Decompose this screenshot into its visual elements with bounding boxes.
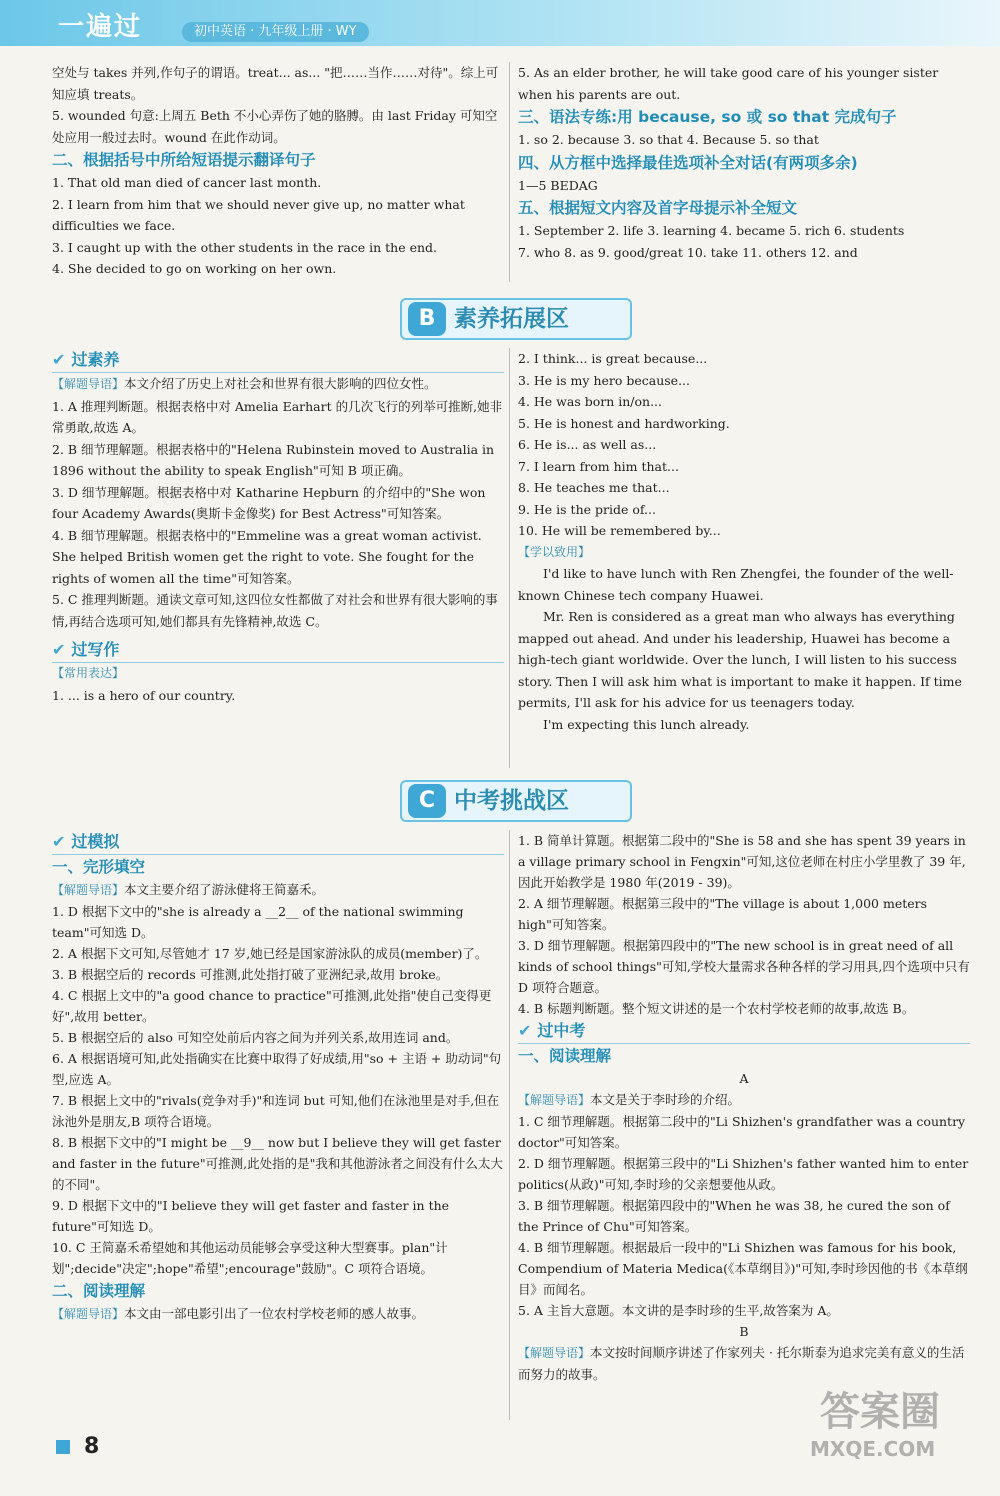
section-b-banner <box>400 298 632 340</box>
check-icon: ✔ <box>52 640 66 659</box>
section-b-badge: B <box>408 302 446 336</box>
answer-line: 1. so 2. because 3. so that 4. Because 5. so that <box>518 132 819 147</box>
answer-item: 3. D 细节理解题。根据表格中对 Katharine Hepburn 的介绍中的"She won four Academy Awards(奥斯卡金像奖) for Best Actress"可知答案。 <box>52 484 486 521</box>
answer-item: 3. D 细节理解题。根据第四段中的"The new school is in great need of all kinds of school things"可知,学校大量需求各种各样的学习用具,四个选项中只有 D 项符合题意。 <box>518 938 970 995</box>
passage-label: B <box>739 1324 749 1339</box>
watermark-text: 答案圈 <box>820 1389 940 1435</box>
expression-label: 【常用表达】 <box>52 666 125 680</box>
answer-item: 5. A 主旨大意题。本文讲的是李时珍的生平,故答案为 A。 <box>518 1303 839 1318</box>
section-c-title: 中考挑战区 <box>454 788 569 814</box>
watermark <box>810 1380 940 1461</box>
page-marker-icon <box>56 1440 70 1454</box>
section-b-title: 素养拓展区 <box>454 306 569 332</box>
guide-text: 本文是关于李时珍的介绍。 <box>590 1092 741 1107</box>
answer-item: 1. That old man died of cancer last month. <box>52 175 322 190</box>
essay-paragraph: I'm expecting this lunch already. <box>543 716 750 732</box>
passage-label: A <box>739 1071 749 1086</box>
expression-item: 9. He is the pride of... <box>518 501 656 517</box>
answer-item: 4. C 根据上文中的"a good chance to practice"可推测,此处指"使自己变得更好",故用 better。 <box>52 988 492 1024</box>
answer-item: 5. C 推理判断题。通读文章可知,这四位女性都做了对社会和世界有很大影响的事情,再结合选项可知,她们都具有先锋精神,故选 C。 <box>52 592 498 629</box>
answer-item: 2. A 细节理解题。根据第三段中的"The village is about 1,000 meters high"可知答案。 <box>518 896 928 932</box>
answer-item: 2. B 细节理解题。根据表格中的"Helena Rubinstein moved to Australia in 1896 without the ability to speak English"可知 B 项正确。 <box>52 441 495 478</box>
answer-item: 4. She decided to go on working on her own. <box>52 261 337 276</box>
answer-line: 1—5 BEDAG <box>518 177 598 193</box>
guide-label: 【解题导语】 <box>52 883 125 897</box>
answer-item: 6. A 根据语境可知,此处指确实在比赛中取得了好成绩,用"so + 主语 + 助动词"句型,应选 A。 <box>52 1051 502 1087</box>
suyang-column <box>52 348 504 706</box>
essay-paragraph: I'd like to have lunch with Ren Zhengfei, the founder of the well-known Chinese tech company Huawei. <box>518 566 954 603</box>
answer-item: 3. B 根据空后的 records 可推测,此处指打破了亚洲纪录,故用 broke。 <box>52 967 449 982</box>
answer-item: 5. B 根据空后的 also 可知空处前后内容之间为并列关系,故用连词 and。 <box>52 1030 459 1045</box>
answer-item: 7. B 根据上文中的"rivals(竞争对手)"和连词 but 可知,他们在泳池里是对手,但在泳池外是朋友,B 项符合语境。 <box>52 1093 500 1129</box>
answer-item: 1. C 细节理解题。根据第二段中的"Li Shizhen's grandfather was a country doctor"可知答案。 <box>518 1114 966 1150</box>
check-icon: ✔ <box>518 1021 532 1040</box>
text-line: 空处与 takes 并列,作句子的谓语。treat... as... "把……当作……对待"。综上可知应填 treats。 <box>52 65 499 102</box>
answer-item: 10. C 王简嘉禾希望她和其他运动员能够会享受这种大型赛事。plan"计划";decide"决定";hope"希望";encourage"鼓励"。C 项符合语境。 <box>52 1240 448 1276</box>
zhongkao-column <box>518 830 970 1385</box>
text-line: 5. wounded 句意:上周五 Beth 不小心弄伤了她的胳膊。由 last Friday 可知空处应用一般过去时。wound 在此作动词。 <box>52 108 498 145</box>
answer-line: 7. who 8. as 9. good/great 10. take 11. others 12. and <box>518 244 858 260</box>
expression-item: 2. I think... is great because... <box>518 351 708 366</box>
top-left-column <box>52 62 504 280</box>
expression-item: 4. He was born in/on... <box>518 394 662 409</box>
answer-line: 1. September 2. life 3. learning 4. became 5. rich 6. students <box>518 223 905 238</box>
section-heading: 三、语法专练:用 because, so 或 so that 完成句子 <box>518 108 897 126</box>
column-divider <box>509 830 510 1420</box>
section-c-banner <box>400 780 632 822</box>
check-icon: ✔ <box>52 350 66 369</box>
expression-item: 1. ... is a hero of our country. <box>52 687 236 703</box>
answer-item: 1. D 根据下文中的"she is already a __2__ of the national swimming team"可知选 D。 <box>52 904 464 940</box>
page-header <box>0 0 1000 46</box>
sub-heading: 一、阅读理解 <box>518 1047 612 1065</box>
answer-item: 5. As an elder brother, he will take good care of his younger sister when his parents are out. <box>518 65 939 102</box>
xueyi-label: 【学以致用】 <box>518 544 591 559</box>
essay-paragraph: Mr. Ren is considered as a great man who always has everything mapped out ahead. And under his leadership, Huawei has become a high-tech giant worldwide. Over the lunch, I will listen to his success story. Then I will ask him what is important to make it happen. If time permits, I'll ask for his advice for us teenagers today. <box>518 609 962 710</box>
answer-item: 2. I learn from him that we should never give up, no matter what difficulties we face. <box>52 196 465 233</box>
expression-item: 7. I learn from him that... <box>518 458 679 474</box>
guide-text: 本文由一部电影引出了一位农村学校老师的感人故事。 <box>124 1306 425 1321</box>
guo-zhongkao-heading: ✔ 过中考 <box>518 1019 970 1044</box>
guo-moni-heading: ✔ 过模拟 <box>52 830 504 855</box>
expression-item: 6. He is... as well as... <box>518 437 657 452</box>
brand-logo: 一遍过 <box>58 12 143 42</box>
expression-item: 3. He is my hero because... <box>518 372 691 388</box>
answer-item: 2. A 根据下文可知,尽管她才 17 岁,她已经是国家游泳队的成员(member)了。 <box>52 946 488 961</box>
guo-suyang-heading: ✔ 过素养 <box>52 348 504 373</box>
section-heading: 二、根据括号中所给短语提示翻译句子 <box>52 151 316 169</box>
answer-item: 4. B 细节理解题。根据表格中的"Emmeline was a great woman activist. She helped British women get the right to vote. She fought for the rights of women all the time"可知答案。 <box>52 527 482 586</box>
section-heading: 四、从方框中选择最佳选项补全对话(有两项多余) <box>518 153 858 172</box>
answer-item: 1. A 推理判断题。根据表格中对 Amelia Earhart 的几次飞行的列举可推断,她非常勇敢,故选 A。 <box>52 398 503 435</box>
top-right-column <box>518 62 970 263</box>
answer-item: 2. D 细节理解题。根据第三段中的"Li Shizhen's father wanted him to enter politics(从政)"可知,李时珍的父亲想要他从政。 <box>518 1156 969 1192</box>
answer-item: 3. I caught up with the other students in the race in the end. <box>52 239 438 255</box>
guide-text: 本文按时间顺序讲述了作家列夫 · 托尔斯泰为追求完美有意义的生活而努力的故事。 <box>518 1345 965 1382</box>
answer-item: 3. B 细节理解题。根据第四段中的"When he was 38, he cured the son of the Prince of Chu"可知答案。 <box>518 1198 950 1234</box>
guide-label: 【解题导语】 <box>52 377 125 391</box>
answer-item: 9. D 根据下文中的"I believe they will get faster and faster in the future"可知选 D。 <box>52 1198 450 1234</box>
section-c-badge: C <box>408 784 446 818</box>
book-subtitle: 初中英语 · 九年级上册 · WY <box>182 22 369 42</box>
expressions-column <box>518 348 970 735</box>
answer-item: 8. B 根据下文中的"I might be __9__ now but I believe they will get faster and faster in the future"可推测,此处指的是"我和其他游泳者之间没有什么太大的不同"。 <box>52 1135 503 1192</box>
guide-label: 【解题导语】 <box>518 1093 591 1107</box>
sub-heading: 一、完形填空 <box>52 858 146 876</box>
moni-column <box>52 830 504 1325</box>
sub-heading: 二、阅读理解 <box>52 1282 146 1300</box>
column-divider <box>509 348 510 768</box>
guide-text: 本文介绍了历史上对社会和世界有很大影响的四位女性。 <box>124 376 437 391</box>
check-icon: ✔ <box>52 832 66 851</box>
guide-text: 本文主要介绍了游泳健将王简嘉禾。 <box>124 882 325 897</box>
watermark-url: MXQE.COM <box>810 1437 936 1461</box>
answer-item: 4. B 标题判断题。整个短文讲述的是一个农村学校老师的故事,故选 B。 <box>518 1001 915 1016</box>
guide-label: 【解题导语】 <box>518 1346 591 1360</box>
expression-item: 10. He will be remembered by... <box>518 523 721 538</box>
answer-item: 4. B 细节理解题。根据最后一段中的"Li Shizhen was famous for his book, Compendium of Materia Medica(《本草纲目》)"可知,李时珍因他的书《本草纲目》而闻名。 <box>518 1240 968 1297</box>
column-divider <box>509 62 510 282</box>
expression-item: 5. He is honest and hardworking. <box>518 415 730 431</box>
page-number: 8 <box>56 1434 99 1459</box>
guo-xiezuo-heading: ✔ 过写作 <box>52 638 504 663</box>
answer-item: 1. B 简单计算题。根据第二段中的"She is 58 and she has spent 39 years in a village primary school in Fengxin"可知,这位老师在村庄小学里教了 39 年,因此开始教学是 1980 年(2019 - 39)。 <box>518 833 966 890</box>
expression-item: 8. He teaches me that... <box>518 480 670 495</box>
section-heading: 五、根据短文内容及首字母提示补全短文 <box>518 199 798 217</box>
guide-label: 【解题导语】 <box>52 1307 125 1321</box>
